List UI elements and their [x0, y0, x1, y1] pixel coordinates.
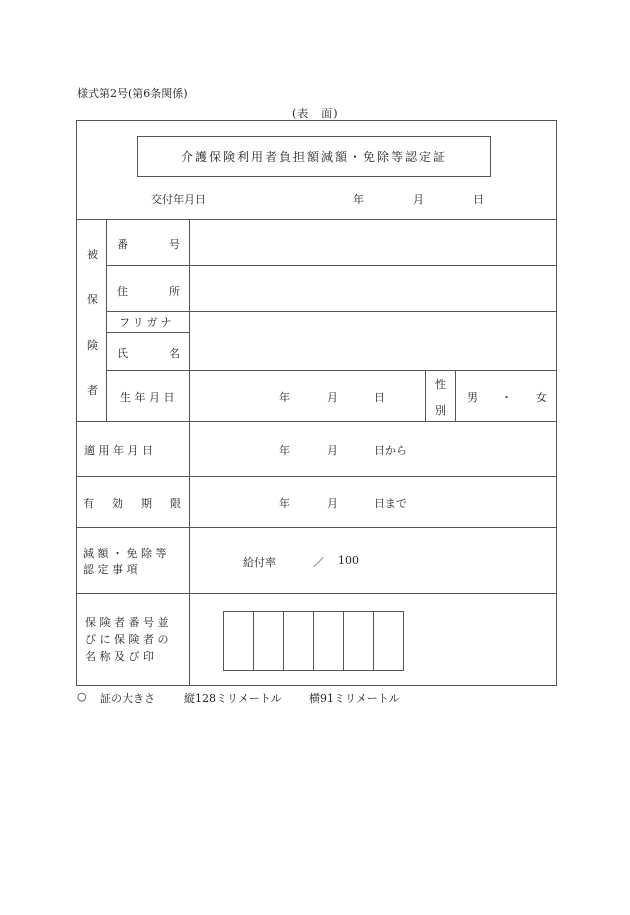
sex-male: 男	[467, 391, 478, 404]
label-value-divider	[189, 219, 190, 686]
insurer-label-line2: び に 保 険 者 の	[85, 633, 169, 646]
divider-address-name	[106, 311, 557, 312]
form-number-label: 様式第2号(第6条関係)	[77, 87, 188, 100]
furigana-label: フリガナ	[119, 316, 175, 329]
insurer-number-box[interactable]	[253, 611, 284, 671]
apply-day-unit: 日から	[374, 444, 407, 457]
issue-year-unit: 年	[353, 193, 364, 206]
issue-month-unit: 月	[413, 193, 424, 206]
birth-day-unit: 日	[374, 391, 385, 404]
sex-separator: ・	[501, 391, 512, 404]
birth-year-unit: 年	[279, 391, 290, 404]
birth-month-unit: 月	[327, 391, 338, 404]
insurer-label-line3: 名 称 及 び 印	[85, 650, 154, 663]
insurer-number-box[interactable]	[313, 611, 344, 671]
insured-char-2: 保	[87, 293, 98, 306]
reduction-label-line1: 減 額 ・ 免 除 等	[83, 547, 167, 560]
divider-insured-top	[76, 219, 557, 220]
footer-size-label: 証の大きさ	[100, 692, 155, 705]
reduction-label-line2: 認 定 事 項	[83, 563, 138, 576]
divider-reduction	[76, 527, 557, 528]
insured-char-3: 険	[87, 339, 98, 352]
insurer-number-box[interactable]	[373, 611, 404, 671]
sex-female: 女	[536, 391, 547, 404]
sex-label-top: 性	[435, 378, 446, 391]
certificate-title: 介護保険利用者負担額減額・免除等認定証	[180, 150, 447, 164]
divider-name-birth	[106, 370, 557, 371]
divider-apply	[76, 421, 557, 422]
benefit-rate-slash: ／	[313, 556, 324, 569]
side-label: (表 面)	[292, 107, 339, 120]
validity-day-unit: 日まで	[374, 497, 407, 510]
footer-height: 縦128ミリメートル	[184, 692, 282, 705]
validity-label: 有 効 期 限	[83, 497, 181, 510]
footer-circle: ○	[77, 690, 87, 703]
certificate-title-box	[137, 136, 491, 177]
address-label: 住 所	[117, 285, 180, 298]
benefit-rate-label: 給付率	[243, 556, 276, 569]
insured-char-1: 被	[87, 248, 98, 261]
name-label: 氏 名	[117, 347, 180, 360]
insurer-number-box[interactable]	[343, 611, 374, 671]
apply-date-label: 適 用 年 月 日	[84, 444, 153, 457]
divider-insurer	[76, 593, 557, 594]
sex-label-left-divider	[425, 370, 426, 421]
birth-date-label: 生 年 月 日	[120, 391, 175, 404]
validity-year-unit: 年	[279, 497, 290, 510]
issue-day-unit: 日	[473, 193, 484, 206]
validity-month-unit: 月	[327, 497, 338, 510]
insurer-number-box[interactable]	[223, 611, 254, 671]
sex-label-bottom: 別	[435, 404, 446, 417]
issue-date-label: 交付年月日	[151, 193, 206, 206]
insured-char-4: 者	[87, 384, 98, 397]
divider-number-address	[106, 265, 557, 266]
divider-valid	[76, 476, 557, 477]
footer-width: 横91ミリメートル	[309, 692, 400, 705]
sex-label-right-divider	[455, 370, 456, 421]
insurer-label-line1: 保 険 者 番 号 並	[85, 616, 169, 629]
insured-number-label: 番 号	[117, 238, 180, 251]
insurer-number-box[interactable]	[283, 611, 314, 671]
divider-furigana-name	[106, 332, 189, 333]
benefit-rate-denominator: 100	[338, 554, 359, 567]
apply-year-unit: 年	[279, 444, 290, 457]
apply-month-unit: 月	[327, 444, 338, 457]
insured-group-divider	[106, 219, 107, 421]
